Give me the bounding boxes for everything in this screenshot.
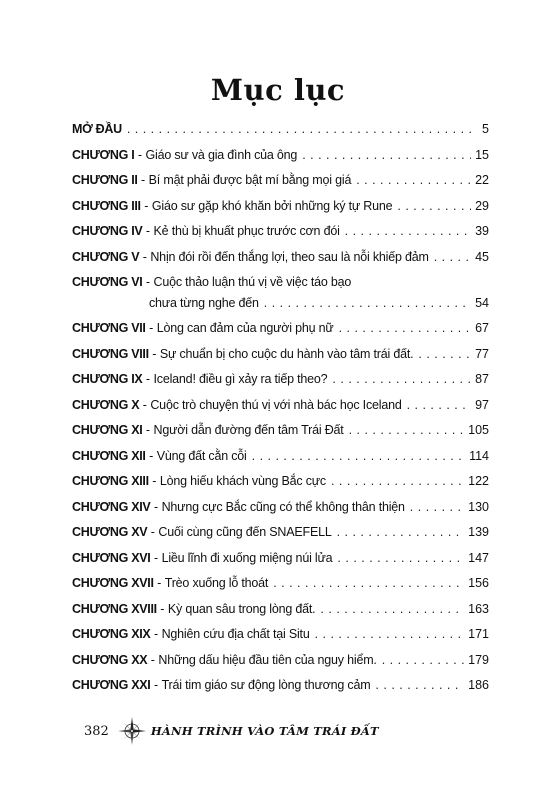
- toc-entry-label: CHƯƠNG IX: [72, 372, 143, 386]
- toc-entry-chapter-1: CHƯƠNG I - Giáo sư và gia đình của ông . . . 15: [72, 143, 489, 169]
- toc-entry-chapter-3: CHƯƠNG III - Giáo sư gặp khó khăn bởi những ký tự Rune . . . 29: [72, 194, 489, 220]
- toc-entry-chapter-15: CHƯƠNG XV - Cuối cùng cũng đến SNAEFELL . . . 139: [72, 520, 489, 546]
- dot-leader: [302, 143, 471, 169]
- toc-entry-chapter-6: CHƯƠNG VI - Cuộc thảo luận thú vị về việc táo bạo: [72, 275, 352, 289]
- toc-entry-chapter-14: CHƯƠNG XIV - Nhưng cực Bắc cũng có thể không thân thiện . . . 130: [72, 495, 489, 521]
- toc-entry-title: Bí mật phải được bật mí bằng mọi giá: [148, 173, 352, 187]
- toc-entry-chapter-20: CHƯƠNG XX - Những dấu hiệu đầu tiên của nguy hiểm. . . . 179: [72, 648, 489, 674]
- toc-entry-label: CHƯƠNG V: [72, 249, 140, 264]
- dot-leader: [331, 469, 464, 495]
- toc-entry-intro: [72, 117, 489, 143]
- toc-entry-page: 22: [475, 173, 489, 187]
- toc-entry-chapter-2: CHƯƠNG II - Bí mật phải được bật mí bằng mọi giá . . . 22: [72, 168, 489, 194]
- toc-entry-label: CHƯƠNG II: [72, 173, 138, 187]
- dot-leader: [356, 168, 471, 194]
- dot-leader: [375, 673, 464, 699]
- toc-entry-title: Giáo sư gặp khó khăn bởi những ký tự Rune: [151, 198, 393, 213]
- toc-entry-title: Cuộc thảo luận thú vị về việc táo bạo: [153, 275, 352, 289]
- dot-leader: [339, 316, 471, 342]
- dot-leader: [337, 546, 464, 572]
- dot-leader: [332, 367, 471, 393]
- toc-entry-title: Cuộc trò chuyện thú vị với nhà bác học Iceland: [150, 397, 402, 412]
- toc-entry-page: 147: [468, 550, 489, 565]
- toc-entry-title: Vùng đất cằn cỗi: [156, 448, 247, 463]
- toc-entry-chapter-16: CHƯƠNG XVI - Liều lĩnh đi xuống miệng núi lửa . . . 147: [72, 546, 489, 572]
- toc-entry-chapter-4: CHƯƠNG IV - Kẻ thù bị khuất phục trước cơn đói . . . 39: [72, 219, 489, 245]
- toc-entry-title: Người dẫn đường đến tâm Trái Đất: [153, 423, 344, 437]
- toc-entry-label: CHƯƠNG X: [72, 397, 140, 412]
- dot-leader: [410, 495, 464, 521]
- page-footer: [84, 718, 379, 744]
- toc-entry-title: Sự chuẩn bị cho cuộc du hành vào tâm trái đất.: [159, 346, 414, 361]
- dot-leader: [127, 117, 471, 143]
- book-title: HÀNH TRÌNH VÀO TÂM TRÁI ĐẤT: [150, 724, 379, 738]
- toc-entry-title: Liều lĩnh đi xuống miệng núi lửa: [161, 550, 333, 565]
- toc-entry-title-continuation: chưa từng nghe đến: [149, 296, 259, 310]
- dot-leader: [273, 571, 464, 597]
- toc-entry-label: CHƯƠNG XI: [72, 423, 143, 437]
- toc-entry-chapter-8: CHƯƠNG VIII - Sự chuẩn bị cho cuộc du hành vào tâm trái đất. . . . 77: [72, 342, 489, 368]
- toc-entry-chapter-12: CHƯƠNG XII - Vùng đất cằn cỗi . . . 114: [72, 444, 489, 470]
- toc-entry-page: 45: [475, 249, 489, 264]
- toc-entry-chapter-17: CHƯƠNG XVII - Trèo xuống lỗ thoát . . . 156: [72, 571, 489, 597]
- toc-entry-chapter-19: CHƯƠNG XIX - Nghiên cứu địa chất tại Situ . . . 171: [72, 622, 489, 648]
- toc-entry-page: 97: [475, 397, 489, 412]
- toc-entry-page: 156: [468, 576, 489, 590]
- toc-entry-title: Iceland! điều gì xảy ra tiếp theo?: [153, 372, 328, 386]
- dot-leader: [397, 194, 471, 220]
- toc-entry-chapter-5: CHƯƠNG V - Nhịn đói rồi đến thắng lợi, theo sau là nỗi khiếp đảm . . . 45: [72, 245, 489, 271]
- toc-entry-chapter-21: CHƯƠNG XXI - Trái tim giáo sư động lòng thương cảm . . . 186: [72, 673, 489, 699]
- toc-entry-label: CHƯƠNG XIV: [72, 499, 151, 514]
- dot-leader: [345, 219, 471, 245]
- compass-rose-icon: [117, 716, 147, 746]
- toc-entry-label: MỞ ĐẦU: [72, 122, 122, 136]
- dot-leader: [320, 597, 464, 623]
- toc-entry-label: CHƯƠNG VI: [72, 275, 143, 289]
- toc-entry-page: 29: [475, 198, 489, 213]
- page-title: Mục lục: [210, 73, 346, 108]
- toc-entry-page: 67: [475, 321, 489, 335]
- toc-entry-chapter-18: CHƯƠNG XVIII - Kỳ quan sâu trong lòng đất. . . . 163: [72, 597, 489, 623]
- toc-entry-title: Nhịn đói rồi đến thắng lợi, theo sau là nỗi khiếp đảm: [150, 249, 429, 264]
- toc-entry-title: Cuối cùng cũng đến SNAEFELL: [158, 525, 332, 539]
- toc-entry-page: 171: [468, 627, 489, 641]
- toc-entry-label: CHƯƠNG VII: [72, 321, 146, 335]
- table-of-contents: [72, 117, 489, 699]
- dot-leader: [382, 648, 464, 674]
- toc-entry-page: 87: [475, 372, 489, 386]
- dot-leader: [407, 393, 471, 419]
- dot-leader: [315, 622, 465, 648]
- toc-entry-label: CHƯƠNG XXI: [72, 678, 151, 692]
- toc-entry-page: 163: [468, 601, 489, 616]
- toc-entry-chapter-9: CHƯƠNG IX - Iceland! điều gì xảy ra tiếp theo? . . . 87: [72, 367, 489, 393]
- toc-entry-title: Nhưng cực Bắc cũng có thể không thân thiện: [161, 499, 405, 514]
- toc-entry-page: 77: [475, 346, 489, 361]
- dot-leader: [264, 291, 471, 316]
- toc-entry-page: 130: [468, 499, 489, 514]
- toc-entry-chapter-13: CHƯƠNG XIII - Lòng hiếu khách vùng Bắc cực . . . 122: [72, 469, 489, 495]
- toc-entry-label: CHƯƠNG XVIII: [72, 601, 157, 616]
- dot-leader: [337, 520, 465, 546]
- dot-leader: [418, 342, 471, 368]
- toc-entry-title: Kẻ thù bị khuất phục trước cơn đói: [153, 224, 340, 238]
- toc-entry-chapter-6-continuation: [72, 291, 489, 316]
- toc-entry-page: 54: [475, 296, 489, 310]
- toc-entry-label: CHƯƠNG XX: [72, 652, 148, 667]
- dot-leader: [252, 444, 465, 470]
- toc-entry-page: 105: [468, 423, 489, 437]
- toc-entry-title: Trèo xuống lỗ thoát: [164, 576, 269, 590]
- toc-entry-label: CHƯƠNG IV: [72, 224, 143, 238]
- toc-entry-page: 39: [475, 224, 489, 238]
- toc-entry-title: Lòng hiếu khách vùng Bắc cực: [159, 474, 326, 488]
- toc-entry-chapter-11: CHƯƠNG XI - Người dẫn đường đến tâm Trái Đất . . . 105: [72, 418, 489, 444]
- toc-entry-label: CHƯƠNG XIII: [72, 474, 149, 488]
- toc-entry-page: 114: [469, 448, 489, 463]
- toc-entry-label: CHƯƠNG XV: [72, 525, 148, 539]
- toc-entry-page: 139: [468, 525, 489, 539]
- dot-leader: [434, 245, 471, 271]
- toc-entry-title: Trái tim giáo sư động lòng thương cảm: [161, 678, 371, 692]
- toc-entry-label: CHƯƠNG XVI: [72, 550, 151, 565]
- toc-entry-page: 179: [468, 652, 489, 667]
- toc-entry-label: CHƯƠNG XIX: [72, 627, 151, 641]
- toc-entry-label: CHƯƠNG III: [72, 198, 141, 213]
- toc-entry-label: CHƯƠNG XII: [72, 448, 146, 463]
- toc-entry-title: Lòng can đảm của người phụ nữ: [156, 321, 334, 335]
- toc-entry-title: Những dấu hiệu đầu tiên của nguy hiểm.: [158, 652, 377, 667]
- toc-entry-chapter-7: CHƯƠNG VII - Lòng can đảm của người phụ nữ . . . 67: [72, 316, 489, 342]
- toc-entry-title: Nghiên cứu địa chất tại Situ: [161, 627, 310, 641]
- toc-entry-page: 186: [468, 678, 489, 692]
- toc-entry-title: Kỳ quan sâu trong lòng đất.: [167, 601, 316, 616]
- toc-entry-title: Giáo sư và gia đình của ông: [145, 147, 298, 162]
- page-number: 382: [84, 723, 109, 739]
- toc-entry-chapter-10: CHƯƠNG X - Cuộc trò chuyện thú vị với nhà bác học Iceland . . . 97: [72, 393, 489, 419]
- toc-entry-page: 15: [475, 147, 489, 162]
- toc-entry-label: CHƯƠNG VIII: [72, 346, 149, 361]
- dot-leader: [349, 418, 465, 444]
- toc-entry-label: CHƯƠNG XVII: [72, 576, 154, 590]
- toc-entry-page: 122: [468, 474, 489, 488]
- toc-entry-page: 5: [482, 122, 489, 136]
- toc-entry-label: CHƯƠNG I: [72, 147, 135, 162]
